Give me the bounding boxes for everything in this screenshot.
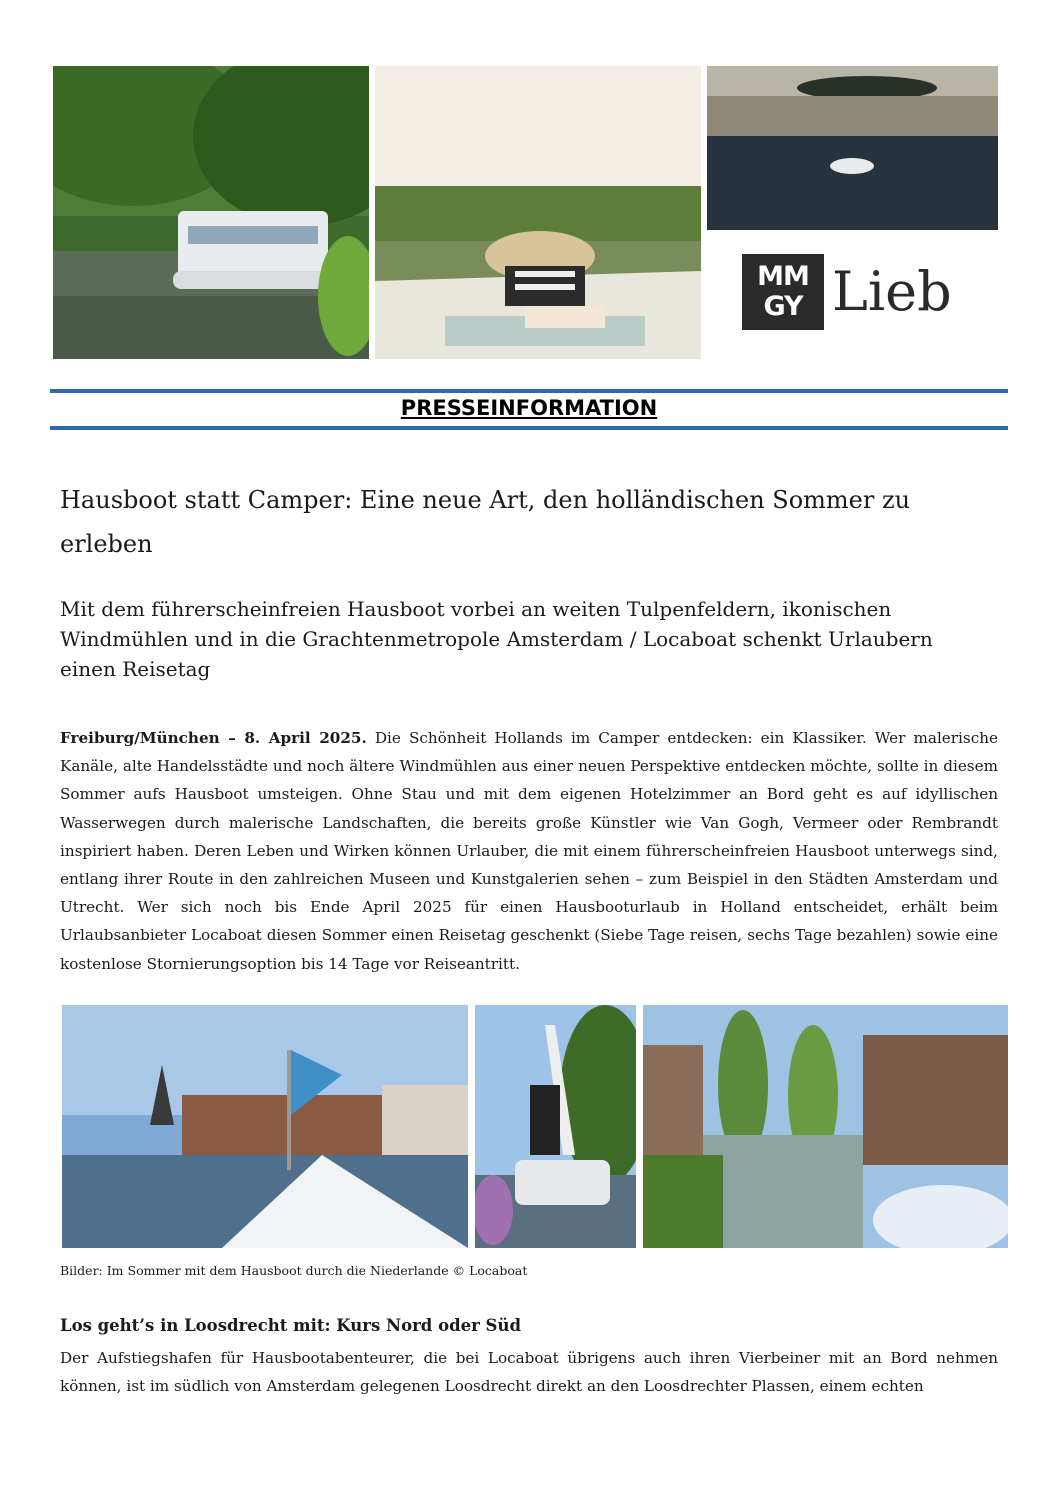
press-label: PRESSEINFORMATION xyxy=(400,396,658,420)
mmgy-lieb-logo xyxy=(742,254,960,330)
windmill-boat-bow-photo xyxy=(62,1005,468,1248)
drawbridge-houseboat-photo xyxy=(475,1005,636,1248)
woman-reading-on-boat-photo xyxy=(375,66,701,359)
canal-street-flowers-photo xyxy=(643,1005,1008,1248)
houseboat-canal-photo xyxy=(53,66,369,359)
section-paragraph: Der Aufstiegshafen für Hausbootabenteurer, die bei Locaboat übrigens auch ihren Vierbeiner mit an Bord nehmen können, ist im südlich von Amsterdam gelegenen Loosdrecht direkt an den Loosdrechter Plassen, einem echten xyxy=(60,1349,998,1396)
dateline: Freiburg/München – 8. April 2025. xyxy=(60,729,367,747)
subheadline: Mit dem führerscheinfreien Hausboot vorbei an weiten Tulpenfeldern, ikonischen Windmühlen und in die Grachtenmetropole Amsterdam / Locaboat schenkt Urlaubern einen Reisetag xyxy=(60,597,933,681)
bottom-divider xyxy=(50,426,1008,430)
logo-mark xyxy=(742,254,824,330)
logo-mark-line1: MM xyxy=(757,261,809,292)
page-title: Hausboot statt Camper: Eine neue Art, den holländischen Sommer zu erleben xyxy=(60,486,911,558)
boat-on-lake-sunset-photo xyxy=(707,66,998,230)
logo-wordmark: Lieb xyxy=(832,260,952,323)
top-divider xyxy=(50,389,1008,393)
section-heading: Los geht’s in Loosdrecht mit: Kurs Nord oder Süd xyxy=(60,1316,521,1335)
intro-paragraph xyxy=(60,724,998,978)
logo-mark-line2: GY xyxy=(763,291,803,322)
photo-caption: Bilder: Im Sommer mit dem Hausboot durch die Niederlande © Locaboat xyxy=(60,1263,528,1278)
intro-text: Die Schönheit Hollands im Camper entdecken: ein Klassiker. Wer malerische Kanäle, alte Handelsstädte und noch ältere Windmühlen aus einer neuen Perspektive entdecken möchte, sollte in diesem Sommer aufs Hausboot umsteigen. Ohne Stau und mit dem eigenen Hotelzimmer an Bord geht es auf idyllischen Wasserwegen durch malerische Landschaften, die bereits große Künstler wie Van Gogh, Vermeer oder Rembrandt inspiriert haben. Deren Leben und Wirken können Urlauber, die mit einem führerscheinfreien Hausboot unterwegs sind, entlang ihrer Route in den zahlreichen Museen und Kunstgalerien sehen – zum Beispiel in den Städten Amsterdam und Utrecht. Wer sich noch bis Ende April 2025 für einen Hausbooturlaub in Holland entscheidet, erhält beim Urlaubsanbieter Locaboat diesen Sommer einen Reisetag geschenkt (Siebe Tage reisen, sechs Tage bezahlen) sowie eine kostenlose Stornierungsoption bis 14 Tage vor Reiseantritt. xyxy=(60,729,998,973)
